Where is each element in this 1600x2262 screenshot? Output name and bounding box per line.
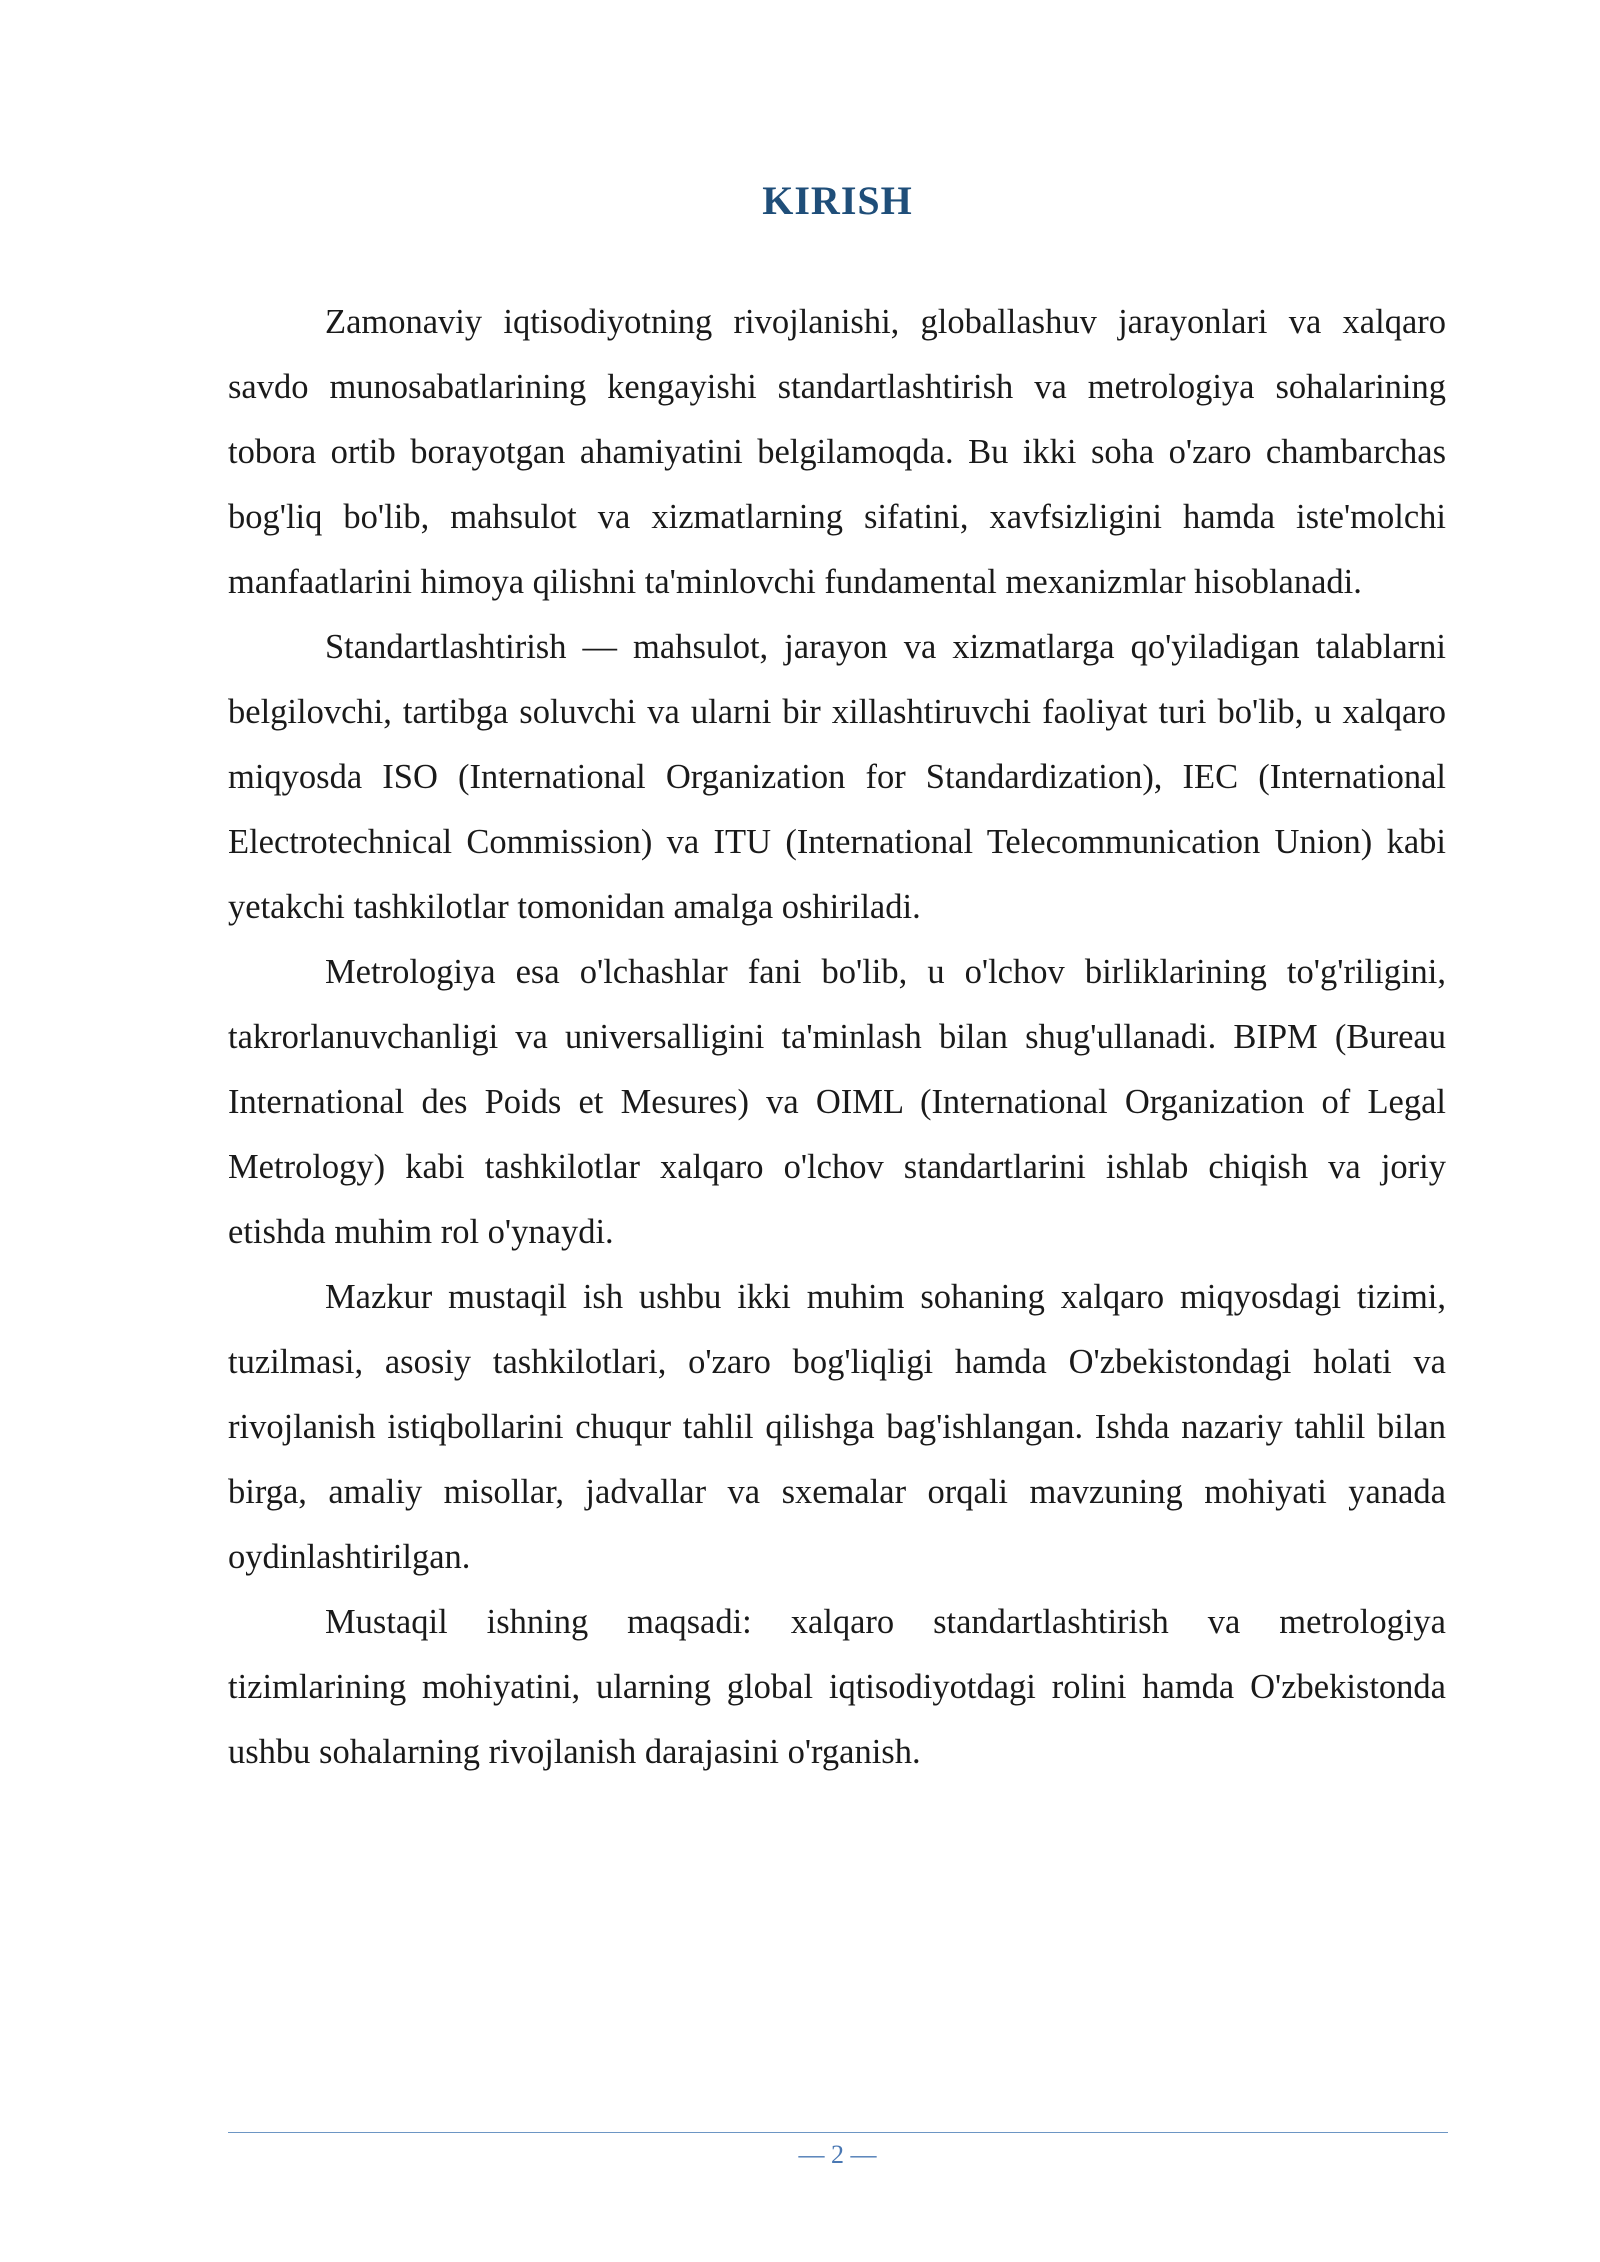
footer-divider (228, 2132, 1448, 2133)
body-text (228, 290, 1446, 1785)
paragraph-goal: Mustaqil ishning maqsadi: xalqaro standartlashtirish va metrologiya tizimlarining mohiyatini, ularning global iqtisodiyotdagi rolini hamda O'zbekistonda ushbu sohalarning rivojlanish darajasini o'rganish. (228, 1603, 1446, 1771)
paragraph-scope: Mazkur mustaqil ish ushbu ikki muhim sohaning xalqaro miqyosdagi tizimi, tuzilmasi, asosiy tashkilotlari, o'zaro bog'liqligi hamda O'zbekistondagi holati va rivojlanish istiqbollarini chuqur tahlil qilishga bag'ishlangan. Ishda nazariy tahlil bilan birga, amaliy misollar, jadvallar va sxemalar orqali mavzuning mohiyati yanada oydinlashtirilgan. (228, 1278, 1446, 1576)
page-number: — 2 — (798, 2140, 877, 2169)
paragraph-standardization: Standartlashtirish — mahsulot, jarayon va xizmatlarga qo'yiladigan talablarni belgilovchi, tartibga soluvchi va ularni bir xillashtiruvchi faoliyat turi bo'lib, u xalqaro miqyosda ISO (International Organization for Standardization), IEC (International Electrotechnical Commission) va ITU (International Telecommunication Union) kabi yetakchi tashkilotlar tomonidan amalga oshiriladi. (228, 628, 1446, 926)
page-title: KIRISH (762, 177, 913, 223)
paragraph-intro: Zamonaviy iqtisodiyotning rivojlanishi, globallashuv jarayonlari va xalqaro savdo munosabatlarining kengayishi standartlashtirish va metrologiya sohalarining tobora ortib borayotgan ahamiyatini belgilamoqda. Bu ikki soha o'zaro chambarchas bog'liq bo'lib, mahsulot va xizmatlarning sifatini, xavfsizligini hamda iste'molchi manfaatlarini himoya qilishni ta'minlovchi fundamental mexanizmlar hisoblanadi. (228, 303, 1446, 601)
paragraph-metrology: Metrologiya esa o'lchashlar fani bo'lib, u o'lchov birliklarining to'g'riligini, takrorlanuvchanligi va universalligini ta'minlash bilan shug'ullanadi. BIPM (Bureau International des Poids et Mesures) va OIML (International Organization of Legal Metrology) kabi tashkilotlar xalqaro o'lchov standartlarini ishlab chiqish va joriy etishda muhim rol o'ynaydi. (228, 953, 1446, 1251)
